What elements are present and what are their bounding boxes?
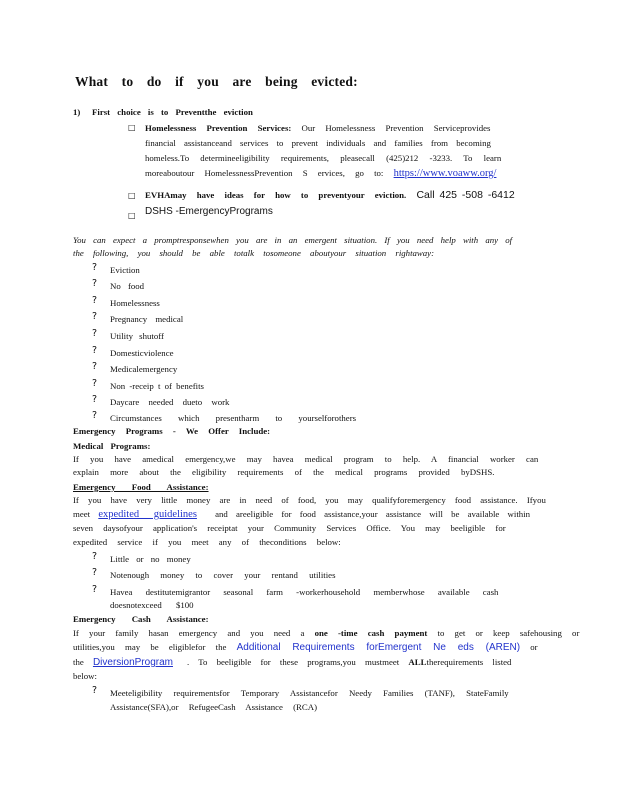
question-bullet-icon: ? xyxy=(92,551,98,562)
diversion-program-link[interactable]: DiversionProgram xyxy=(92,657,173,668)
cash-line-3-mid: . To beeligible for these programs,you mustmeet xyxy=(186,657,400,667)
first-choice-heading: First choice is to Preventthe eviction xyxy=(92,107,253,117)
question-bullet-icon: ? xyxy=(92,685,98,696)
page-title: What to do if you are being evicted: xyxy=(75,74,358,89)
question-bullet-icon: ? xyxy=(92,361,98,372)
situation-item: Circumstances which presentharm to yourselforothers xyxy=(110,413,357,423)
hps-line-0: Our Homelessness Prevention Serviceprovides xyxy=(301,123,491,133)
food-line-1: If you have very little money are in need of food, you may qualifyforemergency food assistance. Ifyou xyxy=(73,495,546,505)
cash-requirement: Meeteligibility requirementsfor Temporary Assistancefor Needy Families (TANF), StateFamily xyxy=(110,688,509,698)
cash-line-4: below: xyxy=(73,671,97,681)
cash-line-2-pre: utilities,you may be eligiblefor the xyxy=(73,642,227,652)
situation-item: Non -receip t of benefits xyxy=(110,381,204,391)
food-heading: Emergency Food Assistance: xyxy=(73,482,209,492)
voaww-link[interactable]: https://www.voaww.org/ xyxy=(393,168,497,179)
question-bullet-icon: ? xyxy=(92,584,98,595)
medical-heading: Medical Programs: xyxy=(73,441,151,451)
question-bullet-icon: ? xyxy=(92,262,98,273)
question-bullet-icon: ? xyxy=(92,278,98,289)
cash-line-1-pre: If your family hasan emergency and you need a xyxy=(73,628,305,638)
question-bullet-icon: ? xyxy=(92,378,98,389)
italic-para-line-0: You can expect a promptresponsewhen you are in an emergent situation. If you need help with any of xyxy=(73,235,513,245)
italic-para-line-1: the following, you should be able totalk tosomeone aboutyour situation rightaway: xyxy=(73,248,435,258)
food-condition: Little or no money xyxy=(110,554,191,564)
list-number: 1) xyxy=(73,107,81,117)
hps-line-2: homeless.To determineeligibility requirements, pleasecall (425)212 -3233. To learn xyxy=(145,153,502,163)
situation-item: No food xyxy=(110,281,145,291)
cash-line-3 xyxy=(73,655,511,670)
food-condition: Notenough money to cover your rentand utilities xyxy=(110,570,336,580)
food-condition: Havea destitutemigrantor seasonal farm -workerhousehold memberwhose available cash xyxy=(110,587,499,597)
cash-line-2-post: or xyxy=(530,642,538,652)
food-condition-cont: doesnotexceed $100 xyxy=(110,600,194,610)
cash-heading: Emergency Cash Assistance: xyxy=(73,614,209,624)
food-line-3: seven daysofyour application's receiptat your Community Services Office. You may beeligible for xyxy=(73,523,506,533)
hps-line-3-text: moreaboutour HomelessnessPrevention S ervices, go to: xyxy=(145,168,384,178)
question-bullet-icon: ? xyxy=(92,394,98,405)
cash-line-2 xyxy=(73,640,538,655)
food-line-2 xyxy=(73,507,530,522)
medical-line-0: If you have amedical emergency,we may havea medical program to help. A financial worker can xyxy=(73,454,539,464)
medical-line-1: explain more about the eligibility requirements of the medical programs provided byDSHS. xyxy=(73,467,495,477)
cash-line-3-pre: the xyxy=(73,657,84,667)
situation-item: Daycare needed dueto work xyxy=(110,397,230,407)
situation-item: Pregnancy medical xyxy=(110,314,184,324)
question-bullet-icon: ? xyxy=(92,345,98,356)
cash-line-1 xyxy=(73,626,579,641)
question-bullet-icon: ? xyxy=(92,295,98,306)
question-bullet-icon: ? xyxy=(92,410,98,421)
evha-phone: Call 425 -508 -6412 xyxy=(416,189,515,201)
situation-item: Homelessness xyxy=(110,298,160,308)
situation-item: Medicalemergency xyxy=(110,364,178,374)
programs-heading: Emergency Programs - We Offer Include: xyxy=(73,426,271,436)
square-bullet-icon: □ xyxy=(128,191,136,200)
situation-item: Domesticviolence xyxy=(110,348,174,358)
hps-lead: Homelessness Prevention Services: xyxy=(145,123,292,133)
hps-line-3 xyxy=(145,166,526,181)
homelessness-prevention-item xyxy=(145,121,490,136)
cash-line-1-post: to get or keep safehousing or xyxy=(437,628,580,638)
situation-item: Eviction xyxy=(110,265,140,275)
evha-lead: EVHAmay have ideas for how to preventyour eviction. xyxy=(145,190,407,200)
cash-line-3-bold: ALL xyxy=(408,657,427,667)
food-line-2-post: and areeligible for food assistance,your assistance will be available within xyxy=(215,509,531,519)
square-bullet-icon: □ xyxy=(128,123,136,132)
food-line-2-pre: meet xyxy=(73,509,91,519)
cash-line-3-post: therequirements listed xyxy=(426,657,512,667)
situation-item: Utility shutoff xyxy=(110,331,164,341)
aren-link[interactable]: Additional Requirements forEmergent Ne eds (AREN) xyxy=(236,642,521,653)
square-bullet-icon: □ xyxy=(128,211,136,220)
question-bullet-icon: ? xyxy=(92,311,98,322)
question-bullet-icon: ? xyxy=(92,567,98,578)
hps-line-1: financial assistanceand services to prevent individuals and families from becoming xyxy=(145,138,491,148)
expedited-guidelines-link[interactable]: expedited guidelines xyxy=(98,509,197,520)
cash-requirement-cont: Assistance(SFA),or RefugeeCash Assistance (RCA) xyxy=(110,702,318,712)
food-line-4: expedited service if you meet any of theconditions below: xyxy=(73,537,341,547)
evha-item xyxy=(145,188,515,203)
cash-line-1-bold: one -time cash payment xyxy=(314,628,428,638)
dshs-item: DSHS -EmergencyPrograms xyxy=(145,206,273,217)
question-bullet-icon: ? xyxy=(92,328,98,339)
